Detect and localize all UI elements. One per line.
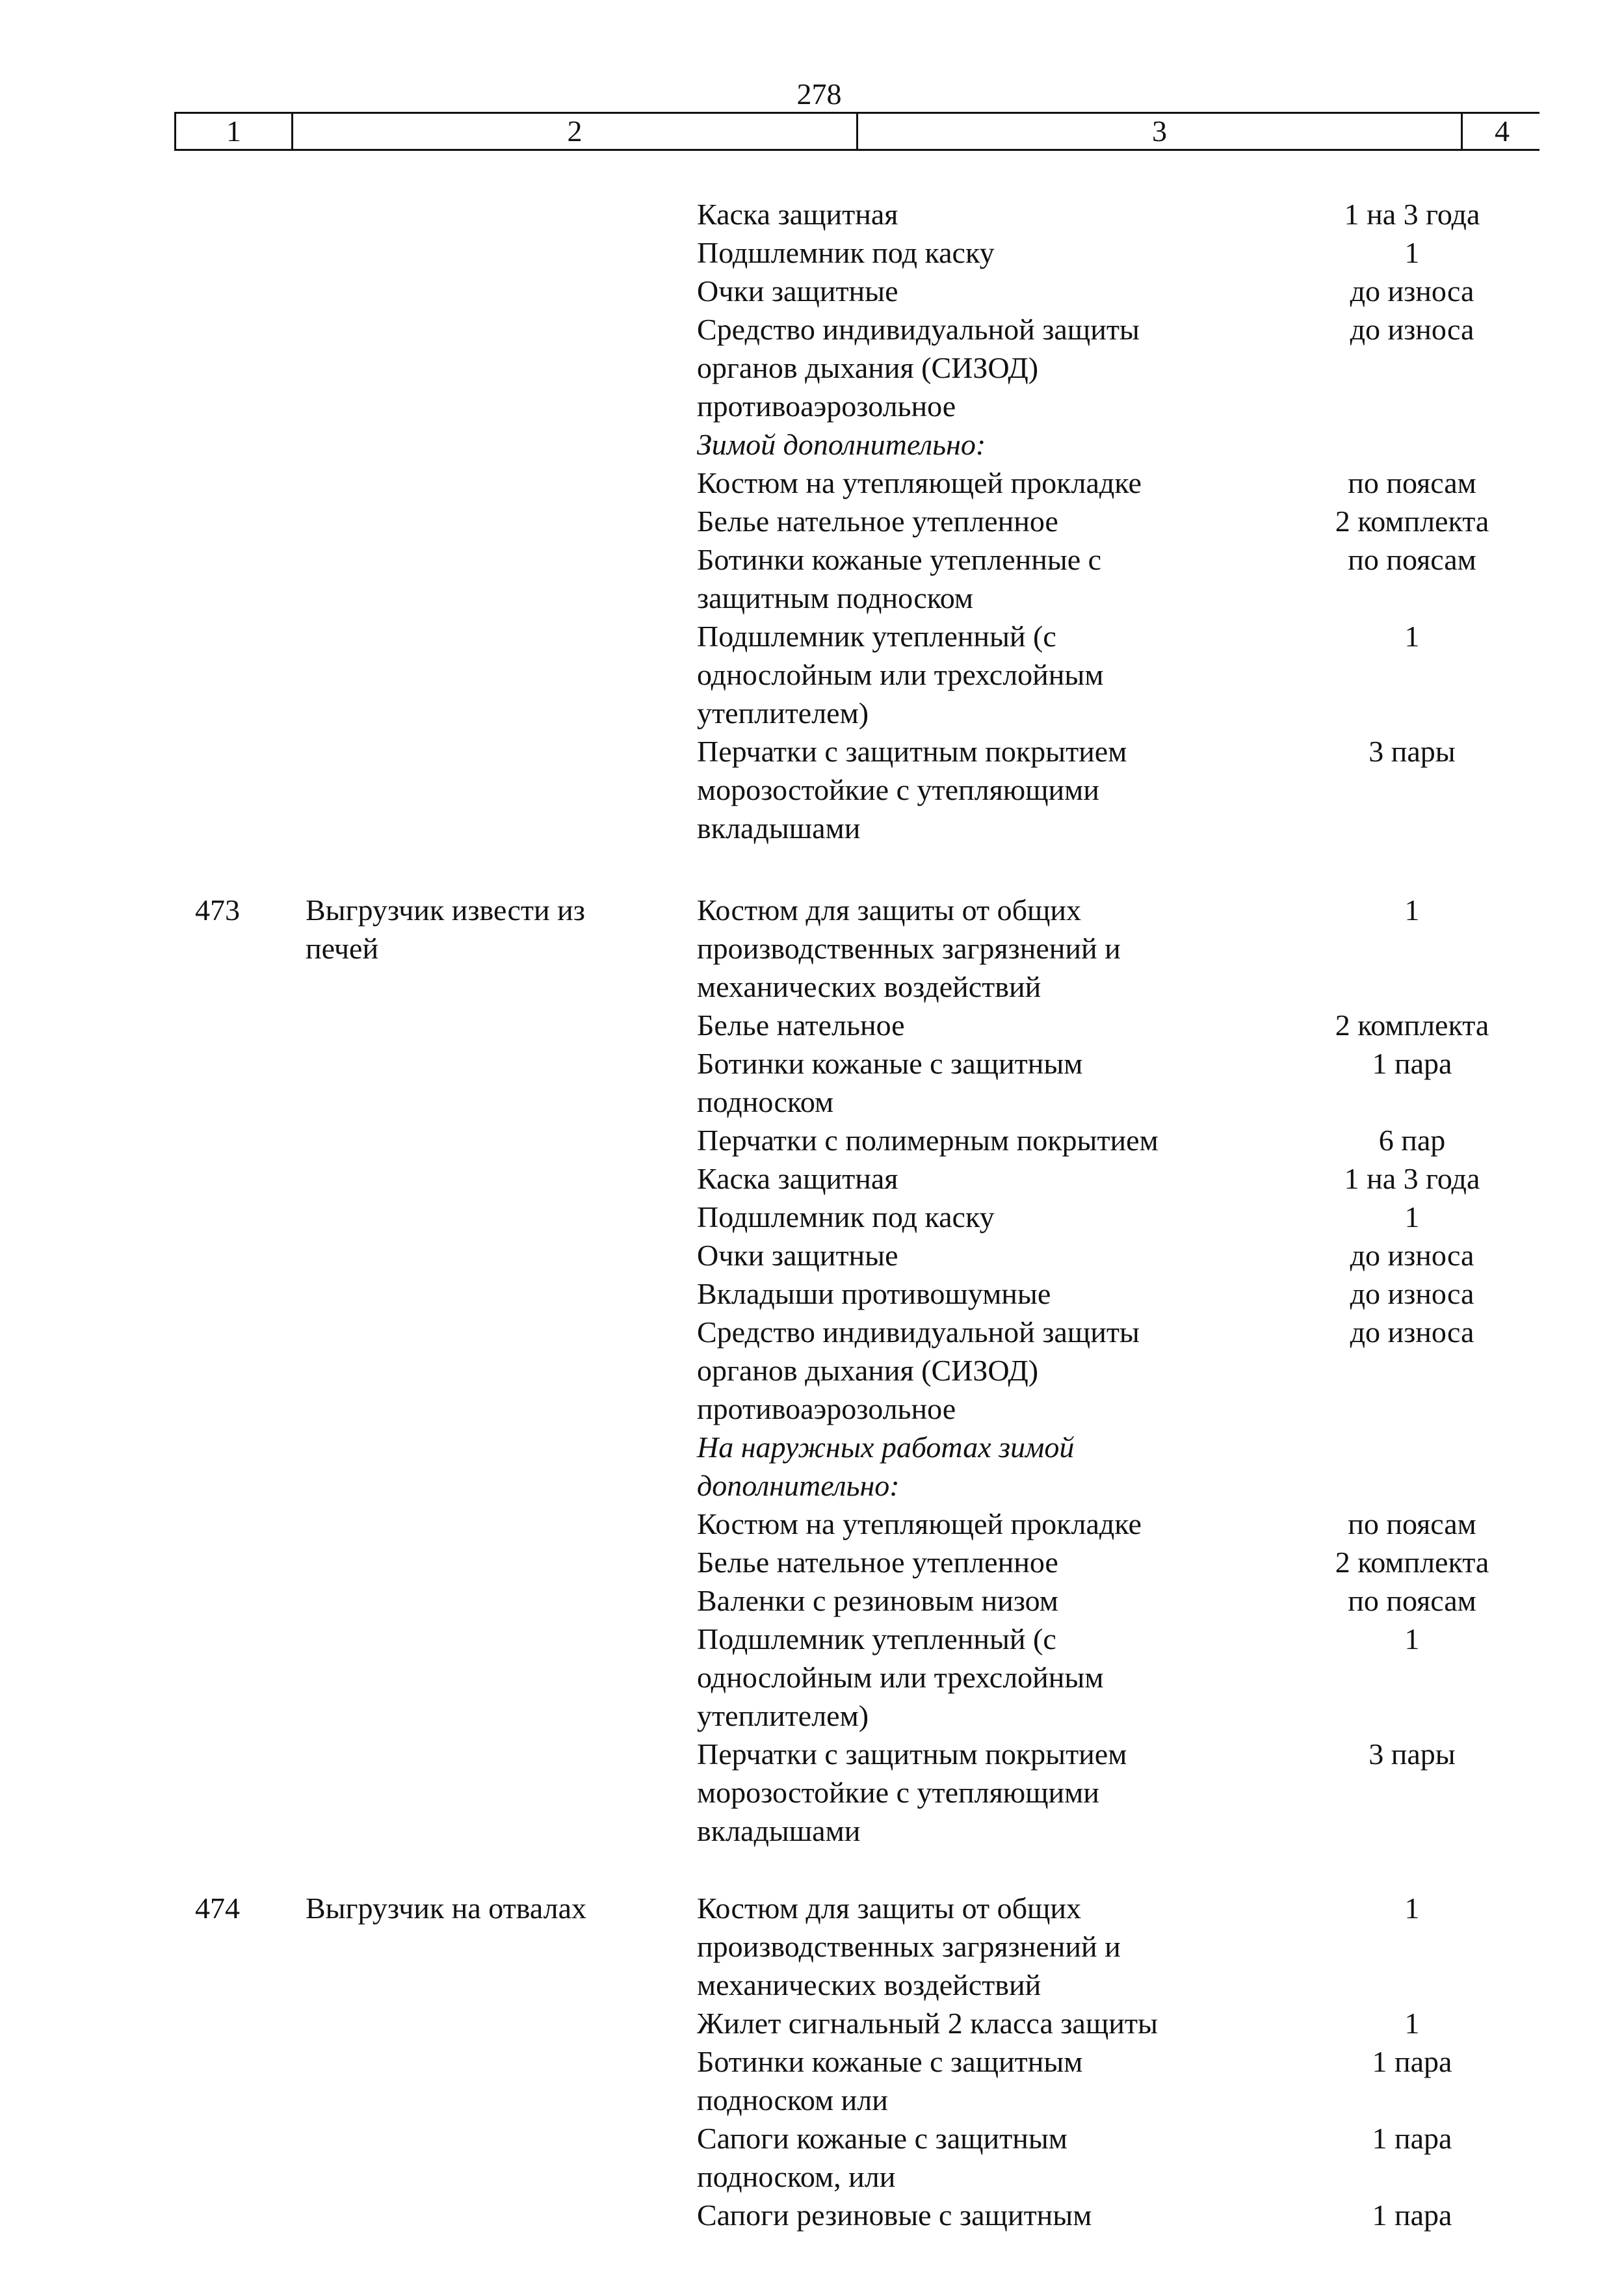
list-item bbox=[697, 1006, 1542, 1044]
ppe-item-name: Очки защитные bbox=[697, 1239, 898, 1272]
ppe-item-name: На наружных работах зимой дополнительно: bbox=[697, 1431, 1075, 1502]
column-header-3: 3 bbox=[858, 114, 1463, 149]
row-number: 474 bbox=[195, 1892, 240, 1925]
occupation-name: Выгрузчик извести из печей bbox=[306, 893, 585, 965]
list-item bbox=[697, 233, 1542, 272]
ppe-item-name: Костюм на утепляющей прокладке bbox=[697, 466, 1142, 499]
ppe-item-name: Очки защитные bbox=[697, 274, 898, 308]
ppe-item-norm: 1 пара bbox=[1372, 2122, 1452, 2155]
list-item bbox=[697, 2119, 1542, 2196]
ppe-item-norm: по поясам bbox=[1348, 466, 1476, 499]
list-item bbox=[697, 2196, 1542, 2234]
ppe-item-norm: 2 комплекта bbox=[1335, 1546, 1489, 1579]
list-item bbox=[697, 1889, 1542, 2004]
ppe-item-norm: 6 пар bbox=[1378, 1124, 1446, 1157]
ppe-item-name: Перчатки с защитным покрытием морозостойкие с утепляющими вкладышами bbox=[697, 1737, 1127, 1847]
ppe-item-name: Ботинки кожаные с защитным подноском или bbox=[697, 2045, 1083, 2117]
ppe-item-name: Ботинки кожаные утепленные с защитным подноском bbox=[697, 543, 1102, 614]
ppe-item-name: Костюм для защиты от общих производственных загрязнений и механических воздействий bbox=[697, 1892, 1121, 2001]
ppe-item-name: Вкладыши противошумные bbox=[697, 1277, 1051, 1310]
ppe-item-name: Зимой дополнительно: bbox=[697, 428, 986, 461]
occupation-name: Выгрузчик на отвалах bbox=[306, 1892, 587, 1925]
ppe-item-name: Средство индивидуальной защиты органов дыхания (СИЗОД) противоаэрозольное bbox=[697, 313, 1140, 423]
table-header-row bbox=[174, 112, 1539, 151]
ppe-item-name: Ботинки кожаные с защитным подноском bbox=[697, 1047, 1083, 1118]
column-header-2: 2 bbox=[293, 114, 858, 149]
ppe-item-name: Жилет сигнальный 2 класса защиты bbox=[697, 2007, 1158, 2040]
column-header-1: 1 bbox=[176, 114, 293, 149]
ppe-item-name: Перчатки с защитным покрытием морозостойкие с утепляющими вкладышами bbox=[697, 735, 1127, 845]
list-item bbox=[697, 1620, 1542, 1735]
list-item bbox=[697, 502, 1542, 540]
ppe-item-name: Подшлемник под каску bbox=[697, 236, 995, 269]
ppe-item-name: Сапоги резиновые с защитным bbox=[697, 2198, 1092, 2232]
ppe-item-name: Перчатки с полимерным покрытием bbox=[697, 1124, 1159, 1157]
ppe-item-norm: 1 bbox=[1404, 2007, 1420, 2040]
ppe-item-norm: по поясам bbox=[1348, 1584, 1476, 1617]
ppe-item-norm: до износа bbox=[1350, 274, 1474, 308]
ppe-item-name: Костюм на утепляющей прокладке bbox=[697, 1507, 1142, 1540]
ppe-list bbox=[697, 1889, 1542, 2234]
ppe-item-norm: до износа bbox=[1350, 313, 1474, 346]
ppe-list bbox=[697, 195, 1542, 847]
ppe-item-name: Валенки с резиновым низом bbox=[697, 1584, 1058, 1617]
ppe-item-name: Костюм для защиты от общих производственных загрязнений и механических воздействий bbox=[697, 893, 1121, 1003]
list-item bbox=[697, 540, 1542, 617]
ppe-item-name: Подшлемник утепленный (с однослойным или трехслойным утеплителем) bbox=[697, 620, 1104, 730]
ppe-item-norm: 3 пары bbox=[1369, 1737, 1456, 1771]
list-item bbox=[697, 1735, 1542, 1850]
ppe-item-name: Каска защитная bbox=[697, 198, 898, 231]
list-item bbox=[697, 1543, 1542, 1581]
column-header-4: 4 bbox=[1495, 114, 1510, 148]
ppe-item-norm: 1 bbox=[1404, 1200, 1420, 1234]
ppe-item-norm: 1 пара bbox=[1372, 2045, 1452, 2078]
list-item bbox=[697, 891, 1542, 1006]
ppe-item-norm: 1 пара bbox=[1372, 2198, 1452, 2232]
list-item bbox=[697, 732, 1542, 847]
ppe-item-name: Белье нательное утепленное bbox=[697, 505, 1058, 538]
list-item bbox=[697, 272, 1542, 310]
list-item bbox=[697, 1505, 1542, 1543]
list-item bbox=[697, 1236, 1542, 1274]
ppe-item-norm: 2 комплекта bbox=[1335, 1009, 1489, 1042]
list-item bbox=[697, 1121, 1542, 1159]
list-item bbox=[697, 1313, 1542, 1428]
ppe-item-norm: по поясам bbox=[1348, 1507, 1476, 1540]
list-note bbox=[697, 425, 1542, 464]
ppe-item-norm: 1 bbox=[1404, 236, 1420, 269]
ppe-item-name: Белье нательное bbox=[697, 1009, 905, 1042]
ppe-item-name: Белье нательное утепленное bbox=[697, 1546, 1058, 1579]
ppe-item-norm: до износа bbox=[1350, 1277, 1474, 1310]
ppe-item-norm: 3 пары bbox=[1369, 735, 1456, 768]
list-item bbox=[697, 1159, 1542, 1198]
ppe-item-norm: по поясам bbox=[1348, 543, 1476, 576]
ppe-item-norm: до износа bbox=[1350, 1239, 1474, 1272]
list-item bbox=[697, 1581, 1542, 1620]
ppe-item-norm: 1 пара bbox=[1372, 1047, 1452, 1080]
ppe-item-norm: 1 на 3 года bbox=[1344, 1162, 1480, 1195]
list-item bbox=[697, 617, 1542, 732]
ppe-item-name: Каска защитная bbox=[697, 1162, 898, 1195]
list-item bbox=[697, 1198, 1542, 1236]
page-number: 278 bbox=[796, 77, 842, 111]
list-item bbox=[697, 195, 1542, 233]
list-item bbox=[697, 2004, 1542, 2042]
ppe-item-name: Подшлемник утепленный (с однослойным или трехслойным утеплителем) bbox=[697, 1622, 1104, 1732]
ppe-item-norm: 1 bbox=[1404, 1622, 1420, 1656]
list-item bbox=[697, 2042, 1542, 2119]
ppe-item-norm: 1 bbox=[1404, 893, 1420, 927]
ppe-item-norm: 1 на 3 года bbox=[1344, 198, 1480, 231]
row-number: 473 bbox=[195, 893, 240, 927]
list-item bbox=[697, 1044, 1542, 1121]
ppe-item-norm: 1 bbox=[1404, 620, 1420, 653]
ppe-item-norm: 2 комплекта bbox=[1335, 505, 1489, 538]
ppe-item-norm: до износа bbox=[1350, 1315, 1474, 1349]
list-item bbox=[697, 1274, 1542, 1313]
ppe-item-name: Сапоги кожаные с защитным подноском, или bbox=[697, 2122, 1067, 2193]
ppe-item-name: Подшлемник под каску bbox=[697, 1200, 995, 1234]
list-item bbox=[697, 464, 1542, 502]
ppe-item-norm: 1 bbox=[1404, 1892, 1420, 1925]
ppe-list bbox=[697, 891, 1542, 1850]
list-note bbox=[697, 1428, 1542, 1505]
ppe-item-name: Средство индивидуальной защиты органов дыхания (СИЗОД) противоаэрозольное bbox=[697, 1315, 1140, 1425]
list-item bbox=[697, 310, 1542, 425]
